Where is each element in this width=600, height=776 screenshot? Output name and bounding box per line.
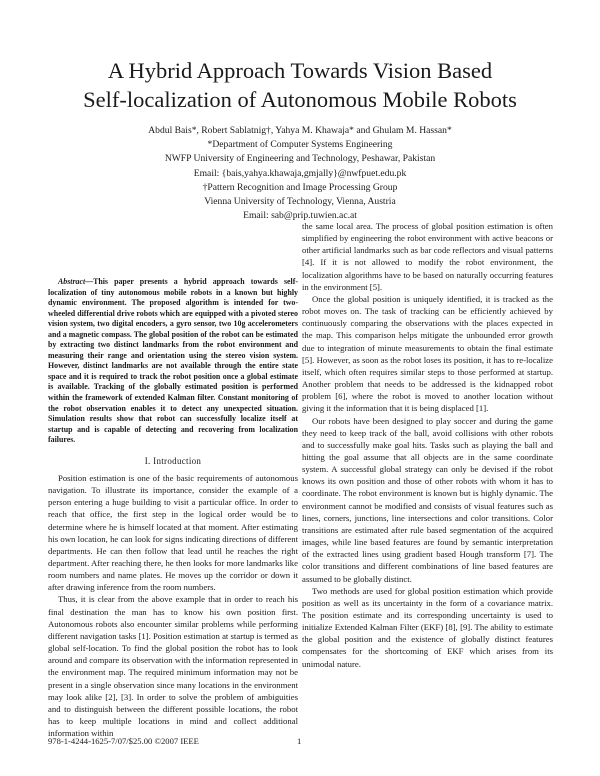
affiliation-line: Vienna University of Technology, Vienna, Austria xyxy=(204,196,396,208)
abstract xyxy=(48,277,298,446)
abstract-label: Abstract xyxy=(58,277,86,286)
paragraph: Thus, it is clear from the above example that in order to reach his final destination the man has to know his own position first. Autonomous robots also encounter similar problems while performing different navigation tasks [1]. Position estimation at startup is termed as global self-location. To find the global position the robot has to look around and compare its observation with the information represented in the environment map. The required minimum information may not be present in a single observation since many locations in the environment may look alike [2], [3]. In order to solve the problem of ambiguities and to distinguish between the different possible locations, the robot has to keep multiple locations in mind and collect additional information within xyxy=(48,594,298,739)
author-names: Abdul Bais*, Robert Sablatnig†, Yahya M. Khawaja* and Ghulam M. Hassan* xyxy=(148,125,452,136)
affiliation-line: *Department of Computer Systems Engineering xyxy=(207,139,393,151)
left-column xyxy=(48,277,298,739)
affiliation-line: NWFP University of Engineering and Technology, Peshawar, Pakistan xyxy=(164,153,436,165)
affiliation-line: †Pattern Recognition and Image Processing Group xyxy=(202,181,398,193)
section-heading: I. Introduction xyxy=(144,455,202,466)
copyright-footer: 978-1-4244-1625-7/07/$25.00 ©2007 IEEE xyxy=(48,736,199,746)
paragraph: Once the global position is uniquely identified, it is tracked as the robot moves on. The task of tracking can be efficiently achieved by continuously comparing the observations with the places expected in the map. This comparison helps mitigate the unbounded error growth due to integration of minute measurements to obtain the final estimate [5]. However, as soon as the robot loses its position, it has to re-localize itself, which often requires similar steps to those performed at startup. Another problem that needs to be addressed is the kidnapped robot problem [6], where the robot is moved to another location without giving it the information that it is being displaced [1]. xyxy=(302,293,553,414)
paragraph: Position estimation is one of the basic requirements of autonomous navigation. To illustrate its importance, consider the example of a person entering a huge building to visit a particular office. In order to reach that office, the first step in the logical order would be to determine where he is himself located at that moment. After estimating his own location, he can look for signs indicating directions of different departments. He can then follow that lead until he reaches the right department. After reaching there, he then looks for more landmarks like room numbers and name plates. He moves up the corridor or down it after drawing inference from the room numbers. xyxy=(48,472,298,593)
email-line: Email: {bais,yahya.khawaja,gmjally}@nwfpuet.edu.pk xyxy=(193,167,407,179)
page-number: 1 xyxy=(297,736,302,746)
email-line: Email: sab@prip.tuwien.ac.at xyxy=(243,210,357,222)
author-block xyxy=(40,124,560,223)
title-line-1: A Hybrid Approach Towards Vision Based xyxy=(107,58,493,83)
paragraph: Two methods are used for global position estimation which provide position as well as its uncertainty in the form of a covariance matrix. The position estimate and its corresponding uncertainty is used to initialize Extended Kalman Filter (EKF) [8], [9]. The ability to estimate the global position and the existence of globally distinct features compensates for the shortcoming of EKF which arises from its unimodal nature. xyxy=(302,585,553,669)
title-line-2: Self-localization of Autonomous Mobile Robots xyxy=(83,87,517,112)
paper-title xyxy=(40,56,560,114)
paragraph: the same local area. The process of global position estimation is often simplified by engineering the robot environment with active beacons or other artificial landmarks such as bar code reflectors and visual patterns [4]. If it is not allowed to modify the robot environment, the localization algorithms have to be based on naturally occurring features in the environment [5]. xyxy=(302,221,553,292)
abstract-text: —This paper presents a hybrid approach towards self-localization of tiny autonomous mobile robots in a known but highly dynamic environment. The proposed algorithm is intended for two-wheeled differential drive robots which are equipped with a pivoted stereo vision system, two digital encoders, a gyro sensor, two 10g accelerometers and a magnetic compass. The global position of the robot can be estimated by extracting two distinct landmarks from the robot environment and measuring their range and orientation using the stereo vision system. However, distinct landmarks are not available through the entire state space and it is required to track the robot position once a global estimate is available. Tracking of the globally estimated position is performed within the framework of extended Kalman filter. Constant monitoring of the robot observation enables it to detect any unexpected situation. Simulation results show that robot can successfully localize itself at startup and is capable of detecting and recovering from localization failures. xyxy=(48,277,298,445)
right-column xyxy=(302,220,553,670)
paragraph: Our robots have been designed to play soccer and during the game they need to keep track of the ball, avoid collisions with other robots and to successfully make goal hits. Tasks such as playing the ball and hitting the goal assume that all objects are in the same coordinate system. A successful global strategy can only be devised if the robot knows its own position and those of other robots with whom it has to coordinate. The robot environment is known but is highly dynamic. The environment cannot be modified and consists of visual features such as lines, corners, junctions, line intersections and color transitions. Color transitions are estimated after rule based segmentation of the acquired images, while line based features are found by semantic interpretation of the extracted lines using gradient based Hough transform [7]. The color transitions and different combinations of line based features are assumed to be globally distinct. xyxy=(302,415,553,584)
